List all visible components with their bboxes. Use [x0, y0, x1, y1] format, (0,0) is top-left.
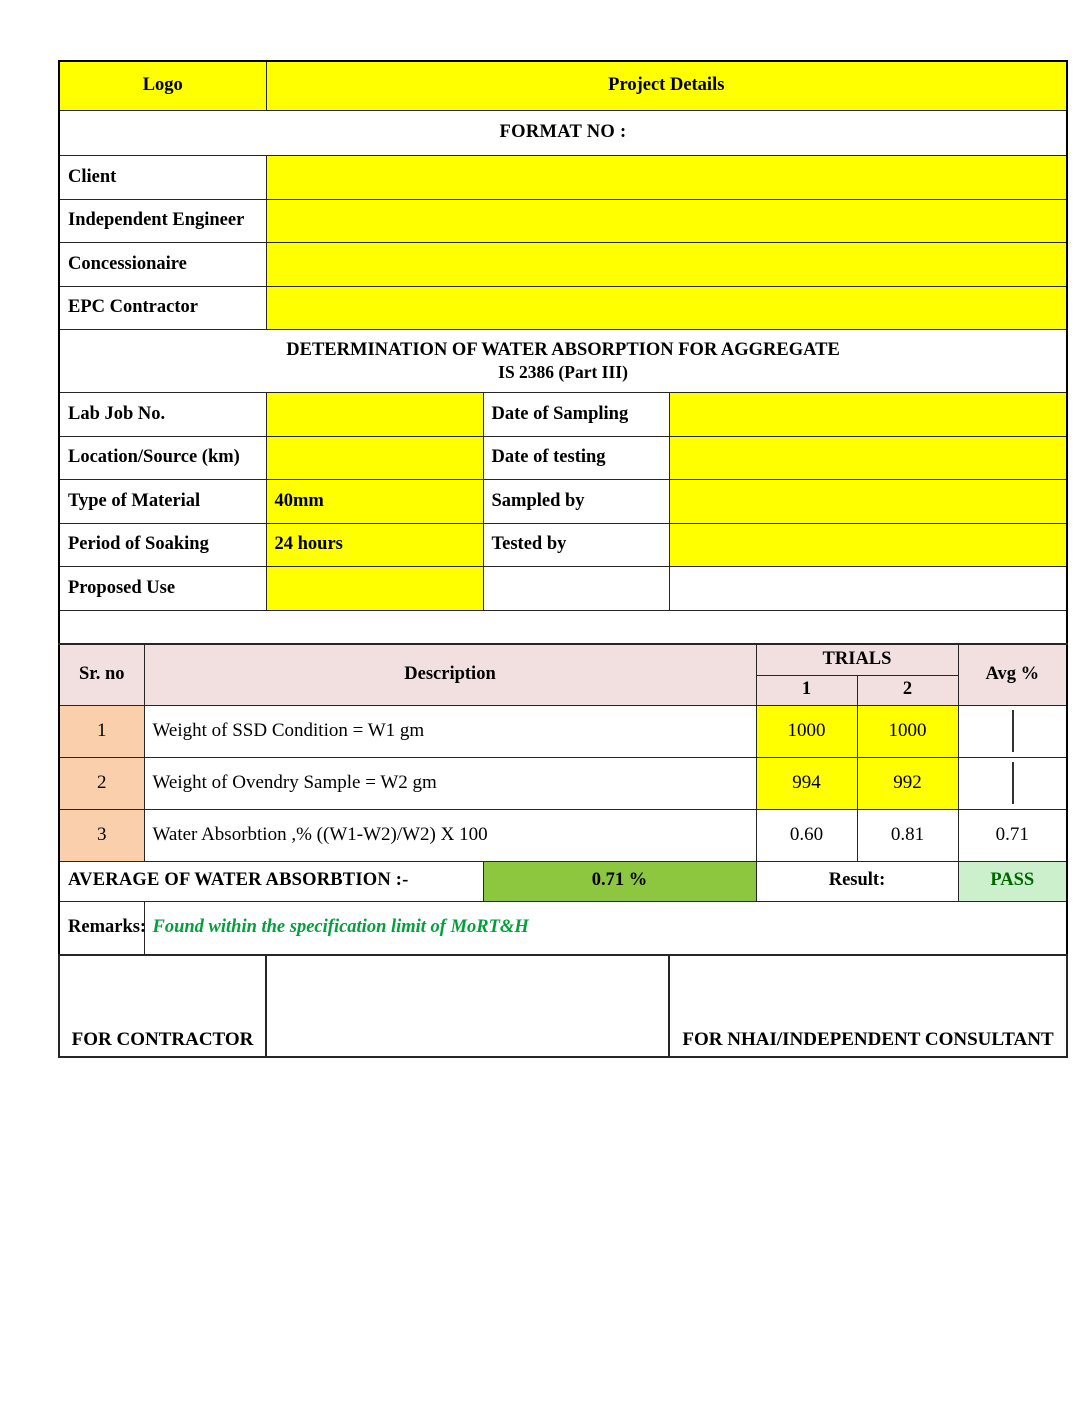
remarks-text[interactable]: Found within the specification limit of MoRT&H — [144, 901, 1067, 955]
logo-cell: Logo — [59, 61, 266, 111]
client-value[interactable] — [266, 156, 1067, 200]
average-summary-row — [59, 861, 1067, 901]
result-label: Result: — [756, 861, 958, 901]
client-label: Client — [59, 156, 266, 200]
concessionaire-value[interactable] — [266, 243, 1067, 287]
col-header-description: Description — [144, 644, 756, 706]
signature-nhai-consultant: FOR NHAI/INDEPENDENT CONSULTANT — [669, 955, 1067, 1057]
independent-engineer-value[interactable] — [266, 199, 1067, 243]
lab-job-no-value[interactable] — [266, 393, 483, 437]
col-header-trials: TRIALS — [756, 644, 958, 676]
location-source-label: Location/Source (km) — [59, 436, 266, 480]
date-of-sampling-label: Date of Sampling — [483, 393, 669, 437]
signature-middle — [266, 955, 669, 1057]
location-source-value[interactable] — [266, 436, 483, 480]
water-absorption-test-form — [58, 60, 1068, 1058]
test-title-line1: DETERMINATION OF WATER ABSORPTION FOR AGGREGATE — [286, 340, 840, 361]
table-row-independent-engineer — [59, 199, 1067, 243]
signature-contractor: FOR CONTRACTOR — [59, 955, 266, 1057]
status-badge: PASS — [958, 861, 1067, 901]
proposed-use-value[interactable] — [266, 567, 483, 611]
row-3-srno: 3 — [59, 809, 144, 861]
row-1-srno: 1 — [59, 705, 144, 757]
row-1-trial-2[interactable]: 1000 — [857, 705, 958, 757]
row-2-description: Weight of Ovendry Sample = W2 gm — [144, 757, 756, 809]
table-row-lab-job-no — [59, 393, 1067, 437]
remarks-row — [59, 901, 1067, 955]
row-2-avg — [958, 757, 1067, 809]
date-of-sampling-value[interactable] — [669, 393, 1067, 437]
results-header-row — [59, 644, 1067, 676]
epc-contractor-label: EPC Contractor — [59, 286, 266, 330]
table-row-concessionaire — [59, 243, 1067, 287]
concessionaire-label: Concessionaire — [59, 243, 266, 287]
proposed-use-spacer-b — [669, 567, 1067, 611]
row-2-trial-2[interactable]: 992 — [857, 757, 958, 809]
table-row — [59, 809, 1067, 861]
header-bar-row — [59, 61, 1067, 111]
row-3-avg: 0.71 — [958, 809, 1067, 861]
row-3-trial-1: 0.60 — [756, 809, 857, 861]
test-title-cell — [59, 330, 1067, 393]
tested-by-label: Tested by — [483, 523, 669, 567]
independent-engineer-label: Independent Engineer — [59, 199, 266, 243]
table-row-epc-contractor — [59, 286, 1067, 330]
epc-contractor-value[interactable] — [266, 286, 1067, 330]
type-of-material-label: Type of Material — [59, 480, 266, 524]
table-row-client — [59, 156, 1067, 200]
type-of-material-value[interactable]: 40mm — [266, 480, 483, 524]
test-title-line2: IS 2386 (Part III) — [498, 361, 628, 382]
table-row — [59, 705, 1067, 757]
col-header-trial-1: 1 — [756, 675, 857, 705]
remarks-label: Remarks: — [59, 901, 144, 955]
col-header-avg: Avg % — [958, 644, 1067, 706]
row-1-description: Weight of SSD Condition = W1 gm — [144, 705, 756, 757]
spacer-cell — [59, 610, 1067, 644]
row-2-trial-1[interactable]: 994 — [756, 757, 857, 809]
sampled-by-label: Sampled by — [483, 480, 669, 524]
date-of-testing-label: Date of testing — [483, 436, 669, 480]
format-no-cell: FORMAT NO : — [59, 111, 1067, 156]
table-row-type-of-material — [59, 480, 1067, 524]
spacer-row — [59, 610, 1067, 644]
test-title-row — [59, 330, 1067, 393]
average-value: 0.71 % — [483, 861, 756, 901]
row-1-avg — [958, 705, 1067, 757]
col-header-trial-2: 2 — [857, 675, 958, 705]
average-label: AVERAGE OF WATER ABSORBTION :- — [59, 861, 483, 901]
table-row — [59, 757, 1067, 809]
project-details-cell: Project Details — [266, 61, 1067, 111]
proposed-use-label: Proposed Use — [59, 567, 266, 611]
table-row-location-source — [59, 436, 1067, 480]
row-3-trial-2: 0.81 — [857, 809, 958, 861]
tested-by-value[interactable] — [669, 523, 1067, 567]
format-no-row — [59, 111, 1067, 156]
row-1-trial-1[interactable]: 1000 — [756, 705, 857, 757]
proposed-use-spacer-a — [483, 567, 669, 611]
col-header-srno: Sr. no — [59, 644, 144, 706]
sampled-by-value[interactable] — [669, 480, 1067, 524]
table-row-period-of-soaking — [59, 523, 1067, 567]
period-of-soaking-label: Period of Soaking — [59, 523, 266, 567]
row-3-description: Water Absorbtion ,% ((W1-W2)/W2) X 100 — [144, 809, 756, 861]
period-of-soaking-value[interactable]: 24 hours — [266, 523, 483, 567]
table-row-proposed-use — [59, 567, 1067, 611]
signature-row — [59, 955, 1067, 1057]
row-2-srno: 2 — [59, 757, 144, 809]
lab-job-no-label: Lab Job No. — [59, 393, 266, 437]
date-of-testing-value[interactable] — [669, 436, 1067, 480]
